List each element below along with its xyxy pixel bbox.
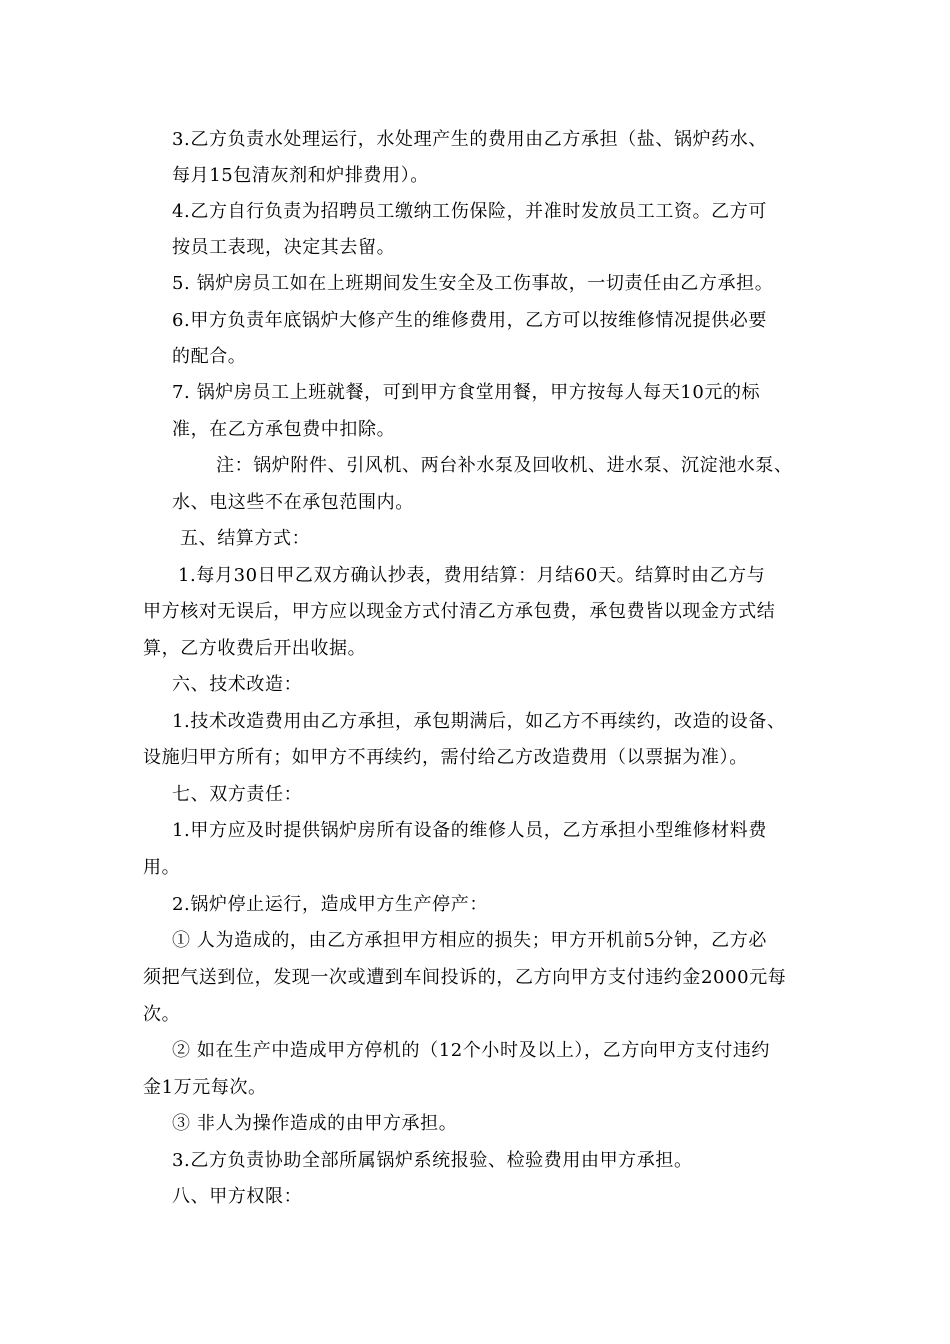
text-line: 4.乙方自行负责为招聘员工缴纳工伤保险，并准时发放员工工资。乙方可 xyxy=(172,201,767,222)
text-line: 须把气送到位，发现一次或遭到车间投诉的，乙方向甲方支付违约金2000元每 xyxy=(143,967,787,988)
text-line: 算，乙方收费后开出收据。 xyxy=(143,638,367,659)
section-heading: 八、甲方权限： xyxy=(172,1186,303,1207)
text-line: 的配合。 xyxy=(172,346,247,367)
text-line: 注：锅炉附件、引风机、两台补水泵及回收机、进水泵、沉淀池水泵、 xyxy=(216,455,793,476)
text-line: 1.每月30日甲乙双方确认抄表，费用结算：月结60天。结算时由乙方与 xyxy=(178,565,766,586)
text-line: 5. 锅炉房员工如在上班期间发生安全及工伤事故，一切责任由乙方承担。 xyxy=(172,273,774,294)
text-line: 金1万元每次。 xyxy=(143,1077,267,1098)
text-line: 每月15包清灰剂和炉排费用）。 xyxy=(172,165,429,186)
text-line: 1.甲方应及时提供锅炉房所有设备的维修人员，乙方承担小型维修材料费 xyxy=(172,820,767,841)
section-heading: 六、技术改造： xyxy=(172,674,303,695)
text-line: 7. 锅炉房员工上班就餐，可到甲方食堂用餐，甲方按每人每天10元的标 xyxy=(172,382,761,403)
text-line: 次。 xyxy=(143,1004,181,1025)
text-line: ① 人为造成的，由乙方承担甲方相应的损失；甲方开机前5分钟，乙方必 xyxy=(172,930,767,951)
section-heading: 五、结算方式： xyxy=(180,528,311,549)
text-line: ③ 非人为操作造成的由甲方承担。 xyxy=(172,1113,458,1134)
text-line: 1.技术改造费用由乙方承担，承包期满后，如乙方不再续约，改造的设备、 xyxy=(172,711,786,732)
text-line: 按员工表现，决定其去留。 xyxy=(172,237,396,258)
text-line: ② 如在生产中造成甲方停机的（12个小时及以上），乙方向甲方支付违约 xyxy=(172,1040,771,1061)
section-heading: 七、双方责任： xyxy=(172,784,303,805)
text-line: 设施归甲方所有；如甲方不再续约，需付给乙方改造费用（以票据为准）。 xyxy=(143,747,748,768)
text-line: 水、电这些不在承包范围内。 xyxy=(172,492,414,513)
text-line: 甲方核对无误后，甲方应以现金方式付清乙方承包费，承包费皆以现金方式结 xyxy=(143,601,776,622)
text-line: 3.乙方负责协助全部所属锅炉系统报验、检验费用由甲方承担。 xyxy=(172,1150,693,1171)
text-line: 用。 xyxy=(143,857,181,878)
text-line: 2.锅炉停止运行，造成甲方生产停产： xyxy=(172,894,488,915)
text-line: 3.乙方负责水处理运行，水处理产生的费用由乙方承担（盐、锅炉药水、 xyxy=(172,129,767,150)
text-line: 准，在乙方承包费中扣除。 xyxy=(172,419,396,440)
text-line: 6.甲方负责年底锅炉大修产生的维修费用，乙方可以按维修情况提供必要 xyxy=(172,310,767,331)
